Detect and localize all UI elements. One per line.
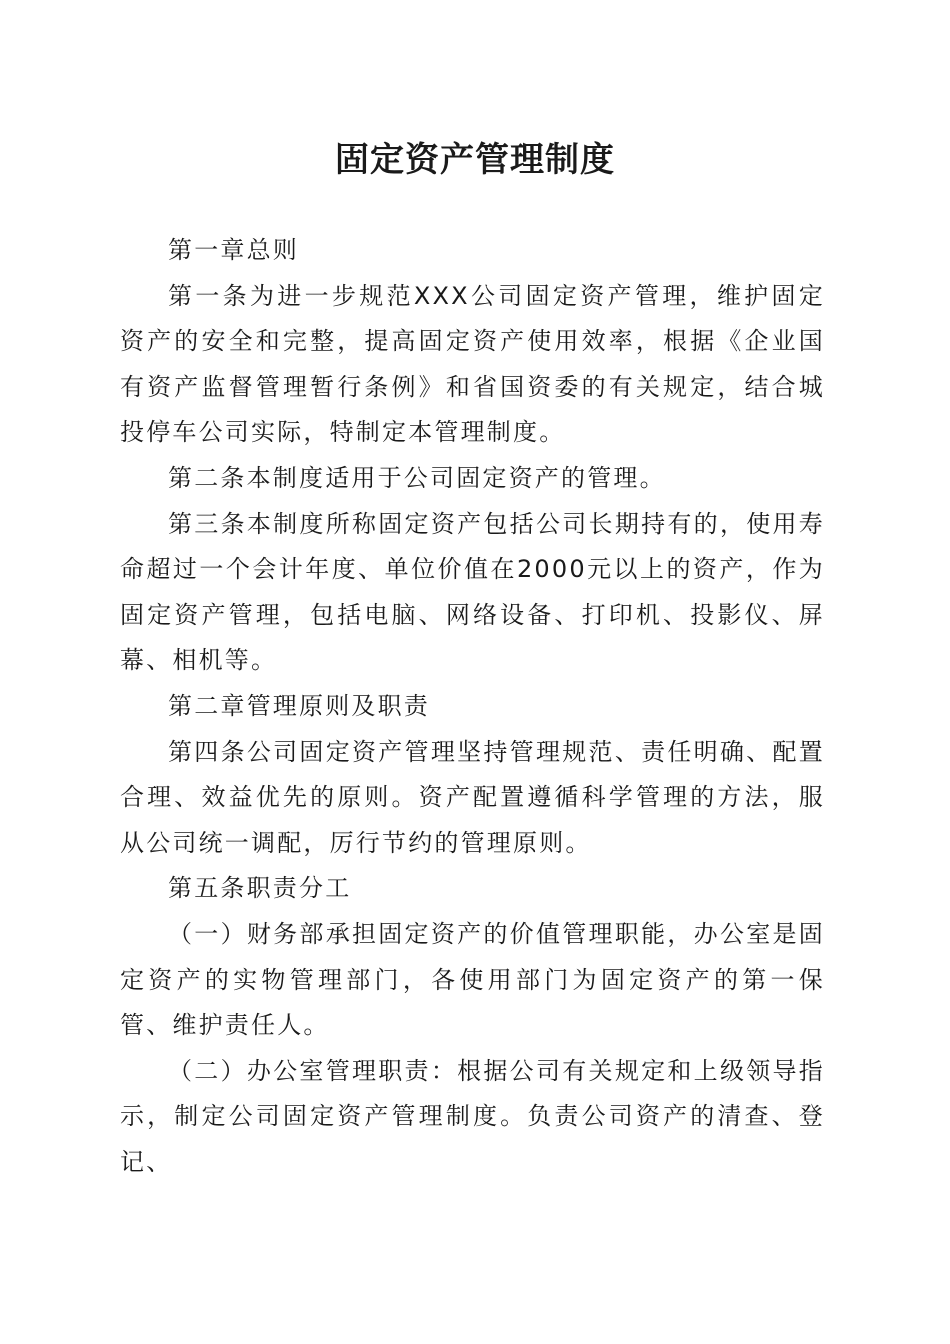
article-paragraph: （一）财务部承担固定资产的价值管理职能，办公室是固定资产的实物管理部门，各使用部门为固定资产的第一保管、维护责任人。 — [120, 919, 825, 1040]
article-paragraph: 第四条公司固定资产管理坚持管理规范、责任明确、配置合理、效益优先的原则。资产配置遵循科学管理的方法，服从公司统一调配，厉行节约的管理原则。 — [120, 737, 825, 857]
document-title: 固定资产管理制度 — [335, 140, 615, 180]
article-paragraph: （二）办公室管理职责：根据公司有关规定和上级领导指示，制定公司固定资产管理制度。负责公司资产的清查、登记、 — [120, 1056, 825, 1176]
article-paragraph: 第三条本制度所称固定资产包括公司长期持有的，使用寿命超过一个会计年度、单位价值在2000元以上的资产，作为固定资产管理，包括电脑、网络设备、打印机、投影仪、屏幕、相机等。 — [120, 509, 825, 675]
article-paragraph: 第五条职责分工 — [168, 874, 352, 903]
document-body — [120, 228, 825, 1185]
chapter-heading: 第一章总则 — [168, 236, 299, 264]
article-paragraph: 第二条本制度适用于公司固定资产的管理。 — [168, 463, 666, 492]
chapter-heading: 第二章管理原则及职责 — [168, 691, 430, 720]
article-paragraph: 第一条为进一步规范XXX公司固定资产管理，维护固定资产的安全和完整，提高固定资产使用效率，根据《企业国有资产监督管理暂行条例》和省国资委的有关规定，结合城投停车公司实际，特制定本管理制度。 — [120, 281, 825, 447]
